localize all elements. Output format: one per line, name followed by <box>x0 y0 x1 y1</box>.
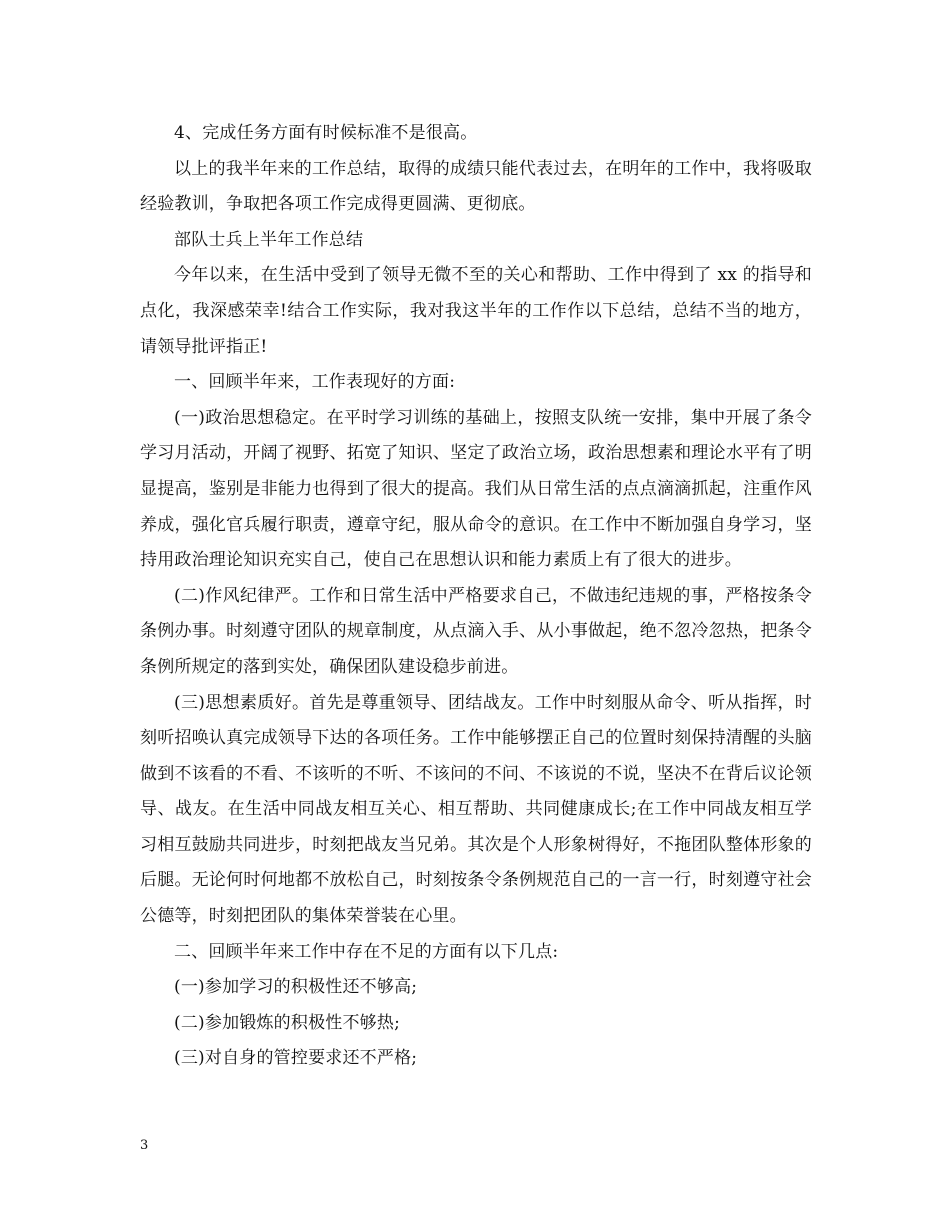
paragraph-introduction: 今年以来，在生活中受到了领导无微不至的关心和帮助、工作中得到了 xx 的指导和点化，我深感荣幸!结合工作实际，我对我这半年的工作作以下总结，总结不当的地方，请领导批评指正! <box>140 265 812 357</box>
paragraph-discipline: (二)作风纪律严。工作和日常生活中严格要求自己，不做违纪违规的事，严格按条令条例办事。时刻遵守团队的规章制度，从点滴入手、从小事做起，绝不忽冷忽热，把条令条例所规定的落到实处，确保团队建设稳步前进。 <box>140 585 812 677</box>
paragraph-political-thought: (一)政治思想稳定。在平时学习训练的基础上，按照支队统一安排，集中开展了条令学习月活动，开阔了视野、拓宽了知识、坚定了政治立场，政治思想素和理论水平有了明显提高，鉴别是非能力也得到了很大的提高。我们从日常生活的点点滴滴抓起，注重作风养成，强化官兵履行职责，遵章守纪，服从命令的意识。在工作中不断加强自身学习，坚持用政治理论知识充实自己，使自己在思想认识和能力素质上有了很大的进步。 <box>140 407 812 571</box>
paragraph-summary-conclusion: 以上的我半年来的工作总结，取得的成绩只能代表过去，在明年的工作中，我将吸取经验教训，争取把各项工作完成得更圆满、更彻底。 <box>140 158 812 215</box>
heading-shortcomings: 二、回顾半年来工作中存在不足的方面有以下几点: <box>174 941 559 962</box>
paragraph-ideological-quality: (三)思想素质好。首先是尊重领导、团结战友。工作中时刻服从命令、听从指挥，时刻听招唤认真完成领导下达的各项任务。工作中能够摆正自己的位置时刻保持清醒的头脑做到不该看的不看、不该听的不听、不该问的不问、不该说的不说，坚决不在背后议论领导、战友。在生活中同战友相互关心、相互帮助、共同健康成长;在工作中同战友相互学习相互鼓励共同进步，时刻把战友当兄弟。其次是个人形象树得好，不拖团队整体形象的后腿。无论何时何地都不放松自己，时刻按条令条例规范自己的一言一行，时刻遵守社会公德等，时刻把团队的集体荣誉装在心里。 <box>140 692 812 927</box>
heading-good-aspects: 一、回顾半年来，工作表现好的方面: <box>174 372 456 393</box>
list-item-self-control: (三)对自身的管控要求还不严格; <box>174 1048 418 1069</box>
page-number: 3 <box>140 1138 149 1153</box>
paragraph-task-standard: 4、完成任务方面有时候标准不是很高。 <box>174 123 478 143</box>
document-body <box>140 116 812 1077</box>
list-item-study-enthusiasm: (一)参加学习的积极性还不够高; <box>174 977 418 998</box>
section-title: 部队士兵上半年工作总结 <box>174 229 364 250</box>
list-item-training-enthusiasm: (二)参加锻炼的积极性不够热; <box>174 1012 400 1033</box>
